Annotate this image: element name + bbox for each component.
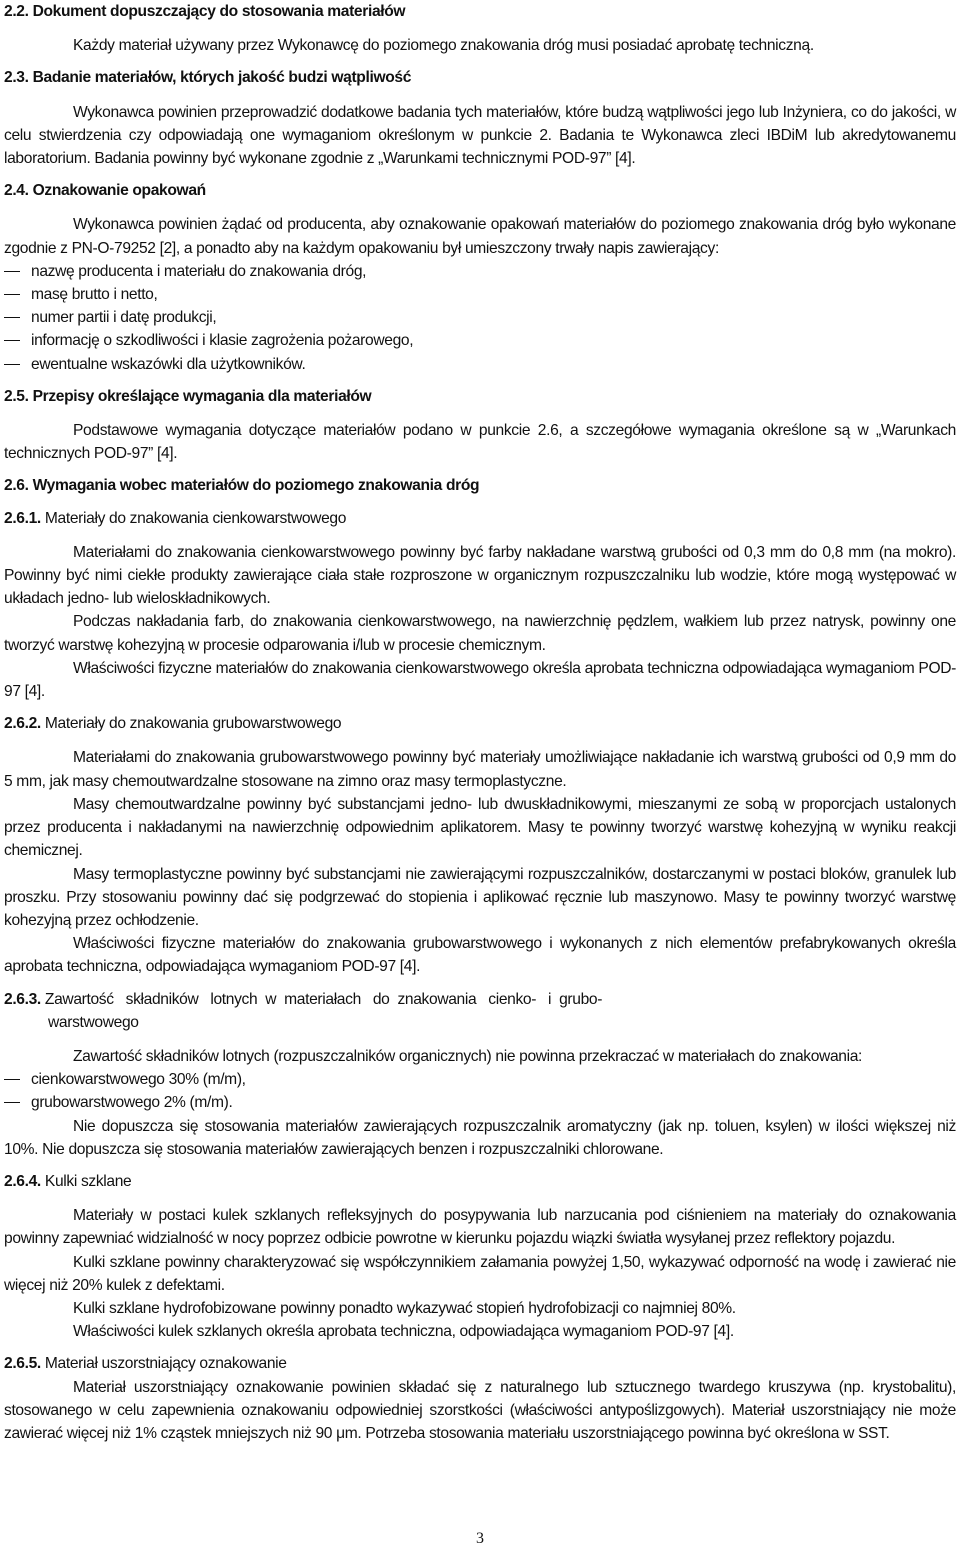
section-2-6-4-heading [4, 1170, 956, 1193]
section-2-6-1-heading [4, 507, 956, 530]
list-item: nazwę producenta i materiału do znakowania dróg, [4, 260, 956, 283]
section-2-2-heading: 2.2. Dokument dopuszczający do stosowania materiałów [4, 3, 406, 20]
section-number: 2.6.1. [4, 509, 41, 527]
section-2-6-1-paragraph-3: Właściwości fizyczne materiałów do znakowania cienkowarstwowego określa aprobata techniczna odpowiadająca wymaganiom POD-97 [4]. [4, 659, 956, 701]
section-2-6-3-heading [4, 988, 956, 1011]
section-2-6-2-paragraph-1: Materiałami do znakowania grubowarstwowego powinny być materiały umożliwiające nakładanie ich warstwą grubości od 0,9 mm do 5 mm, jak masy chemoutwardzalne stosowane na zimno oraz masy termoplastyczne. [4, 749, 956, 790]
list-item: numer partii i datę produkcji, [4, 306, 956, 329]
section-2-6-3-paragraph-2: Nie dopuszcza się stosowania materiałów zawierających rozpuszczalnik aromatyczny (jak np. toluen, ksylen) w ilości większej niż 10%. Nie dopuszcza się stosowania materiałów zawierających benzen i rozpuszczalniki chlorowane. [4, 1117, 956, 1158]
page-number: 3 [476, 1530, 484, 1547]
section-2-4-paragraph: Wykonawca powinien żądać od producenta, aby oznakowanie opakowań materiałów do poziomego znakowania dróg było wykonane zgodnie z PN-O-79252 [2], a ponadto aby na każdym opakowaniu był umieszczony trwały napis zawierający: [4, 216, 956, 257]
section-number: 2.6.3. [4, 990, 41, 1008]
list-item: informację o szkodliwości i klasie zagrożenia pożarowego, [4, 329, 956, 352]
section-number: 2.6.5. [4, 1355, 41, 1373]
section-2-6-5-heading [4, 1352, 956, 1375]
section-2-3-heading: 2.3. Badanie materiałów, których jakość budzi wątpliwość [4, 69, 412, 87]
section-2-6-2-paragraph-2: Masy chemoutwardzalne powinny być substancjami jedno- lub dwuskładnikowymi, mieszanymi ze sobą w proporcjach ustalonych przez producenta i nakładanymi na nawierzchnię odpowiednim aplikatorem. Masy te powinny tworzyć warstwę kohezyjną w wyniku reakcji chemicznej. [4, 795, 956, 860]
section-title: Materiały do znakowania grubowarstwowego [44, 715, 342, 733]
section-2-5-heading: 2.5. Przepisy określające wymagania dla materiałów [4, 387, 372, 405]
section-title: Kulki szklane [44, 1172, 132, 1190]
section-2-6-4-paragraph-4: Właściwości kulek szklanych określa aprobata techniczna, odpowiadająca wymaganiom POD-97 [4]. [73, 1323, 734, 1341]
section-2-6-2-heading [4, 712, 956, 735]
section-number: 2.6.4. [4, 1172, 41, 1190]
section-title: Zawartość składników lotnych w materiałach do znakowania cienko- i grubo- [44, 990, 603, 1008]
volatile-limits-list [4, 1068, 956, 1114]
section-title: Materiały do znakowania cienkowarstwowego [44, 509, 347, 527]
label-contents-list [4, 260, 956, 376]
list-item: ewentualne wskazówki dla użytkowników. [4, 353, 956, 376]
section-2-6-5-paragraph: Materiał uszorstniający oznakowanie powinien składać się z naturalnego lub sztucznego twardego kruszywa (np. krystobalitu), stosowanego w celu zapewnienia oznakowaniu odpowiedniej szorstkości (właściwości antypoślizgowych). Materiał uszorstniający nie może zawierać więcej niż 1% cząstek mniejszych niż 90 μm. Potrzeba stosowania materiału uszorstniającego powinna być określona w SST. [4, 1378, 956, 1442]
section-2-6-3-heading-cont: warstwowego [48, 1013, 139, 1031]
list-item: cienkowarstwowego 30% (m/m), [4, 1068, 956, 1091]
list-item: grubowarstwowego 2% (m/m). [4, 1091, 956, 1114]
section-2-4-heading: 2.4. Oznakowanie opakowań [4, 182, 206, 200]
section-number: 2.6.2. [4, 715, 41, 733]
section-2-5-paragraph: Podstawowe wymagania dotyczące materiałów podano w punkcie 2.6, a szczegółowe wymagania określone są w „Warunkach technicznych POD-97” [4]. [4, 422, 956, 463]
section-2-6-4-paragraph-1: Materiały w postaci kulek szklanych refleksyjnych do posypywania lub narzucania pod ciśnieniem na materiały do oznakowania powinny zapewniać widzialność w nocy poprzez odbicie powrotne w kierunku pojazdu wiązki światła wysyłanej przez reflektory pojazdu. [4, 1207, 956, 1248]
section-2-6-1-paragraph-1: Materiałami do znakowania cienkowarstwowego powinny być farby nakładane warstwą grubości od 0,3 mm do 0,8 mm (na mokro). Powinny być nimi ciekłe produkty zawierające ciała stałe rozproszone w organicznym rozpuszczalniku lub wodzie, które mogą występować w układach jedno- lub wieloskładnikowych. [4, 543, 956, 608]
list-item: masę brutto i netto, [4, 283, 956, 306]
section-2-6-2-paragraph-3: Masy termoplastyczne powinny być substancjami nie zawierającymi rozpuszczalników, dostarczanymi w postaci bloków, granulek lub proszku. Przy stosowaniu powinny dać się podgrzewać do stopienia i aplikować ręcznie lub maszynowo. Masy te powinny tworzyć warstwę kohezyjną przez ochłodzenie. [4, 865, 956, 929]
section-2-6-2-paragraph-4: Właściwości fizyczne materiałów do znakowania grubowarstwowego i wykonanych z nich elementów prefabrykowanych określa aprobata techniczna, odpowiadająca wymaganiom POD-97 [4]. [4, 935, 956, 976]
section-2-3-paragraph: Wykonawca powinien przeprowadzić dodatkowe badania tych materiałów, które budzą wątpliwości jego lub Inżyniera, co do jakości, w celu stwierdzenia czy odpowiadają one wymaganiom określonym w punkcie 2. Badania te Wykonawca zleci IBDiM lub akredytowanemu laboratorium. Badania powinny być wykonane zgodnie z „Warunkami technicznymi POD-97” [4]. [4, 103, 956, 168]
section-2-6-3-paragraph-1: Zawartość składników lotnych (rozpuszczalników organicznych) nie powinna przekraczać w materiałach do znakowania: [73, 1047, 863, 1065]
section-2-2-paragraph: Każdy materiał używany przez Wykonawcę do poziomego znakowania dróg musi posiadać aprobatę techniczną. [73, 37, 814, 55]
section-title: Materiał uszorstniający oznakowanie [44, 1355, 287, 1373]
section-2-6-heading: 2.6. Wymagania wobec materiałów do poziomego znakowania dróg [4, 477, 480, 495]
section-2-6-4-paragraph-2: Kulki szklane powinny charakteryzować się współczynnikiem załamania powyżej 1,50, wykazywać odporność na wodę i zawierać nie więcej niż 20% kulek z defektami. [4, 1253, 956, 1294]
section-2-6-4-paragraph-3: Kulki szklane hydrofobizowane powinny ponadto wykazywać stopień hydrofobizacji co najmniej 80%. [73, 1299, 736, 1317]
section-2-6-1-paragraph-2: Podczas nakładania farb, do znakowania cienkowarstwowego, na nawierzchnię pędzlem, wałkiem lub przez natrysk, powinny one tworzyć warstwę kohezyjną w procesie odparowania i/lub w procesie chemicznym. [4, 613, 956, 654]
